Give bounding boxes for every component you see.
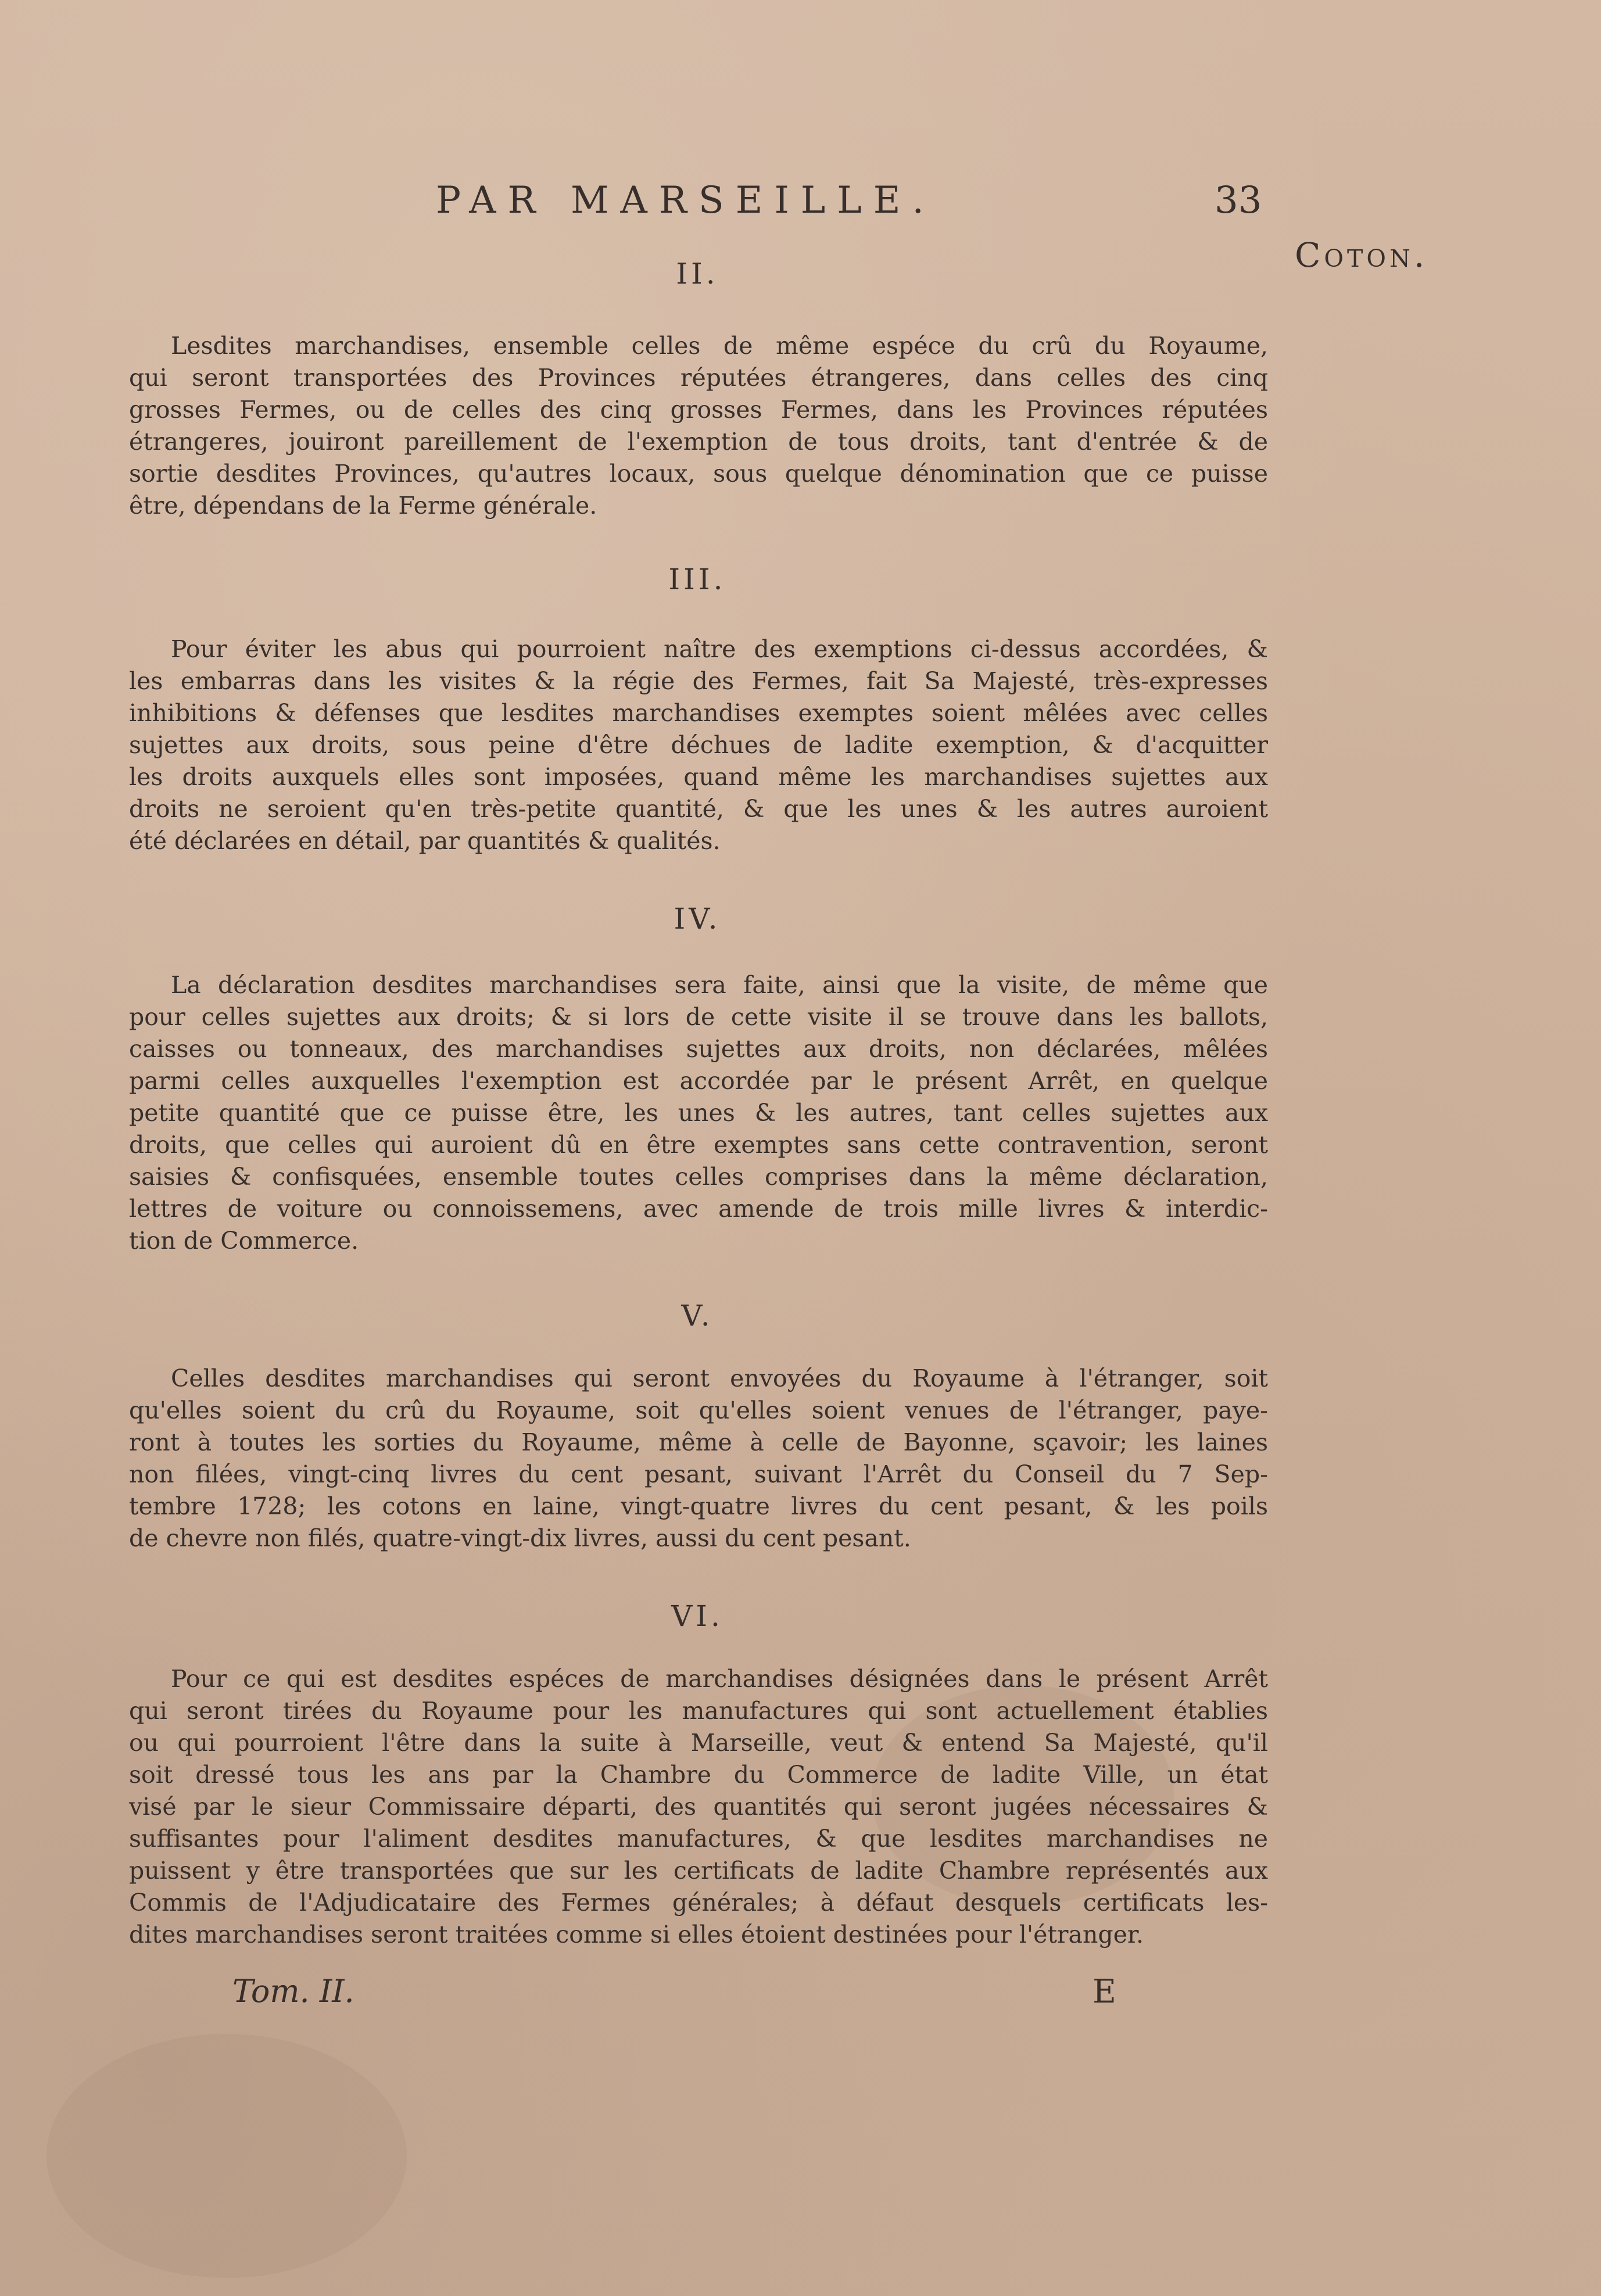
text-line: non filées, vingt-cinq livres du cent pesant, suivant l'Arrêt du Conseil du 7 Sep-	[129, 1460, 1268, 1488]
article-paragraph	[129, 330, 1268, 522]
text-line: sujettes aux droits, sous peine d'être déchues de ladite exemption, & d'acquitter	[129, 731, 1268, 759]
text-line: saisies & confisquées, ensemble toutes celles comprises dans la même déclaration,	[129, 1163, 1268, 1191]
text-line: Pour ce qui est desdites espéces de marchandises désignées dans le présent Arrêt	[171, 1665, 1268, 1693]
text-line: grosses Fermes, ou de celles des cinq grosses Fermes, dans les Provinces réputées	[129, 396, 1268, 424]
text-line: Commis de l'Adjudicataire des Fermes générales; à défaut desquels certificats les-	[129, 1889, 1268, 1917]
text-line: les embarras dans les visites & la régie des Fermes, fait Sa Majesté, très-expresses	[129, 667, 1268, 695]
text-line: inhibitions & défenses que lesdites marchandises exemptes soient mêlées avec celles	[129, 699, 1268, 727]
text-line: La déclaration desdites marchandises sera faite, ainsi que la visite, de même que	[171, 971, 1268, 999]
text-line: ront à toutes les sorties du Royaume, même à celle de Bayonne, sçavoir; les laines	[129, 1428, 1268, 1456]
page-number: 33	[1215, 179, 1262, 222]
text-line: étrangeres, jouiront pareillement de l'exemption de tous droits, tant d'entrée & de	[129, 428, 1268, 456]
text-line: de chevre non filés, quatre-vingt-dix livres, aussi du cent pesant.	[129, 1524, 911, 1552]
text-line: été déclarées en détail, par quantités & qualités.	[129, 827, 721, 855]
article-paragraph	[129, 1363, 1268, 1554]
text-line: dites marchandises seront traitées comme si elles étoient destinées pour l'étranger.	[129, 1921, 1144, 1948]
text-line: pour celles sujettes aux droits; & si lors de cette visite il se trouve dans les ballots,	[129, 1003, 1268, 1031]
text-line: ou qui pourroient l'être dans la suite à Marseille, veut & entend Sa Majesté, qu'il	[129, 1729, 1268, 1757]
text-line: qu'elles soient du crû du Royaume, soit qu'elles soient venues de l'étranger, paye-	[129, 1396, 1268, 1424]
text-line: droits ne seroient qu'en très-petite quantité, & que les unes & les autres auroient	[129, 795, 1268, 823]
text-line: petite quantité que ce puisse être, les unes & les autres, tant celles sujettes aux	[129, 1099, 1268, 1127]
text-line: tembre 1728; les cotons en laine, vingt-quatre livres du cent pesant, & les poils	[129, 1492, 1268, 1520]
text-line: qui seront transportées des Provinces réputées étrangeres, dans celles des cinq	[129, 364, 1268, 392]
text-line: droits, que celles qui auroient dû en être exemptes sans cette contravention, seront	[129, 1131, 1268, 1159]
volume-signature: Tom. II.	[232, 1973, 354, 2010]
text-line: Lesdites marchandises, ensemble celles de même espéce du crû du Royaume,	[171, 332, 1268, 360]
text-line: visé par le sieur Commissaire départi, des quantités qui seront jugées nécessaires &	[129, 1793, 1268, 1821]
article-number: III.	[668, 563, 726, 596]
article-paragraph	[129, 969, 1268, 1257]
article-number: II.	[676, 257, 719, 291]
text-line: suffisantes pour l'aliment desdites manufactures, & que lesdites marchandises ne	[129, 1825, 1268, 1853]
article-number: V.	[681, 1299, 714, 1333]
text-line: sortie desdites Provinces, qu'autres locaux, sous quelque dénomination que ce puisse	[129, 460, 1268, 488]
article-number: VI.	[671, 1599, 724, 1633]
text-line: être, dépendans de la Ferme générale.	[129, 492, 597, 520]
gathering-mark: E	[1093, 1973, 1116, 2011]
text-line: parmi celles auxquelles l'exemption est accordée par le présent Arrêt, en quelque	[129, 1067, 1268, 1095]
article-number: IV.	[674, 902, 721, 936]
text-line: qui seront tirées du Royaume pour les manufactures qui sont actuellement établies	[129, 1697, 1268, 1725]
text-line: Pour éviter les abus qui pourroient naître des exemptions ci-dessus accordées, &	[171, 635, 1268, 663]
margin-note: Coton.	[1295, 235, 1428, 275]
text-line: puissent y être transportées que sur les certificats de ladite Chambre représentés aux	[129, 1857, 1268, 1885]
text-line: soit dressé tous les ans par la Chambre du Commerce de ladite Ville, un état	[129, 1761, 1268, 1789]
article-paragraph	[129, 1663, 1268, 1951]
text-line: caisses ou tonneaux, des marchandises sujettes aux droits, non déclarées, mêlées	[129, 1035, 1268, 1063]
article-paragraph	[129, 633, 1268, 857]
text-line: les droits auxquels elles sont imposées, quand même les marchandises sujettes aux	[129, 763, 1268, 791]
text-line: lettres de voiture ou connoissemens, avec amende de trois mille livres & interdic-	[129, 1195, 1268, 1223]
text-line: Celles desdites marchandises qui seront envoyées du Royaume à l'étranger, soit	[171, 1364, 1268, 1392]
text-line: tion de Commerce.	[129, 1227, 359, 1255]
running-head: PAR MARSEILLE.	[436, 179, 936, 222]
